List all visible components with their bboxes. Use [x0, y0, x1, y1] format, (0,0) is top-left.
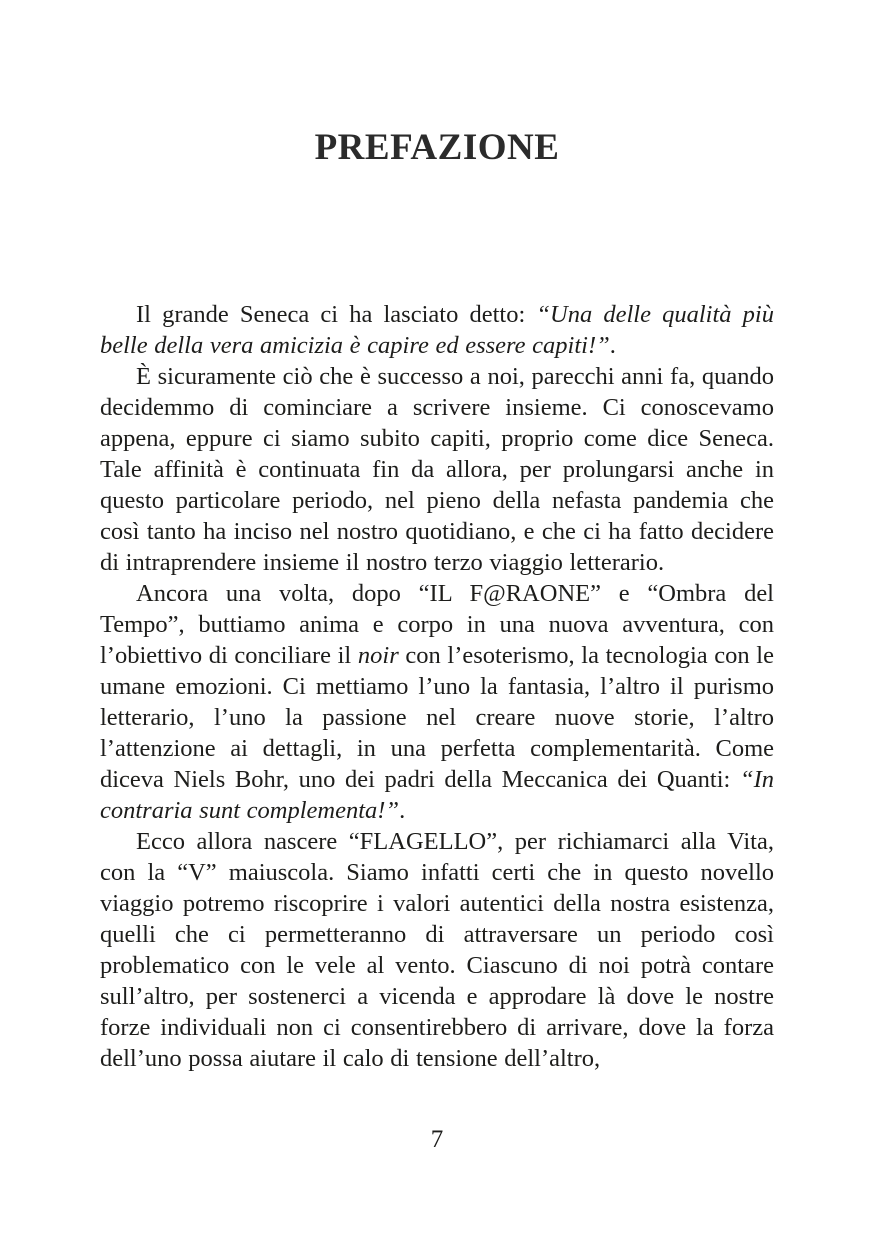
- italic-text-run: noir: [357, 642, 399, 669]
- text-run: con l’esoterismo, la tecnologia con le umane emozioni. Ci mettiamo l’uno la fantasia, l’altro il purismo letterario, l’uno la passione nel creare nuove storie, l’altro l’attenzione ai dettagli, in una perfetta complementarità. Come diceva Niels Bohr, uno dei padri della Meccanica dei Quanti:: [100, 642, 774, 793]
- italic-text-run: “Una delle qualità più belle della vera amicizia è capire ed essere capiti!”: [100, 301, 774, 359]
- text-run: .: [399, 797, 406, 824]
- paragraph: [100, 299, 774, 361]
- text-run: È sicuramente ciò che è successo a noi, parecchi anni fa, quando decidemmo di cominciare a scrivere insieme. Ci conoscevamo appena, eppure ci siamo subito capiti, proprio come dice Seneca. Tale affinità è continuata fin da allora, per prolungarsi anche in questo particolare periodo, nel pieno della nefasta pandemia che così tanto ha inciso nel nostro quotidiano, e che ci ha fatto decidere di intraprendere insieme il nostro terzo viaggio letterario.: [100, 363, 774, 576]
- page-number: 7: [430, 1126, 444, 1153]
- italic-text-run: “In contraria sunt complementa!”: [100, 766, 774, 824]
- paragraph: [100, 578, 774, 826]
- text-run: Il grande Seneca ci ha lasciato detto:: [136, 301, 537, 328]
- paragraph: [100, 826, 774, 1074]
- text-run: .: [609, 332, 616, 359]
- page-body: [100, 299, 774, 1074]
- text-run: Ancora una volta, dopo “IL F@RAONE” e “Ombra del Tempo”, buttiamo anima e corpo in una nuova avventura, con l’obiettivo di conciliare il: [100, 580, 774, 669]
- chapter-title: PREFAZIONE: [314, 127, 560, 168]
- text-run: Ecco allora nascere “FLAGELLO”, per richiamarci alla Vita, con la “V” maiuscola. Siamo infatti certi che in questo novello viaggio potremo riscoprire i valori autentici della nostra esistenza, quelli che ci permetteranno di attraversare un periodo così problematico con le vele al vento. Ciascuno di noi potrà contare sull’altro, per sostenerci a vicenda e approdare là dove le nostre forze individuali non ci consentirebbero di arrivare, dove la forza dell’uno possa aiutare il calo di tensione dell’altro,: [100, 828, 774, 1072]
- paragraph: [100, 361, 774, 578]
